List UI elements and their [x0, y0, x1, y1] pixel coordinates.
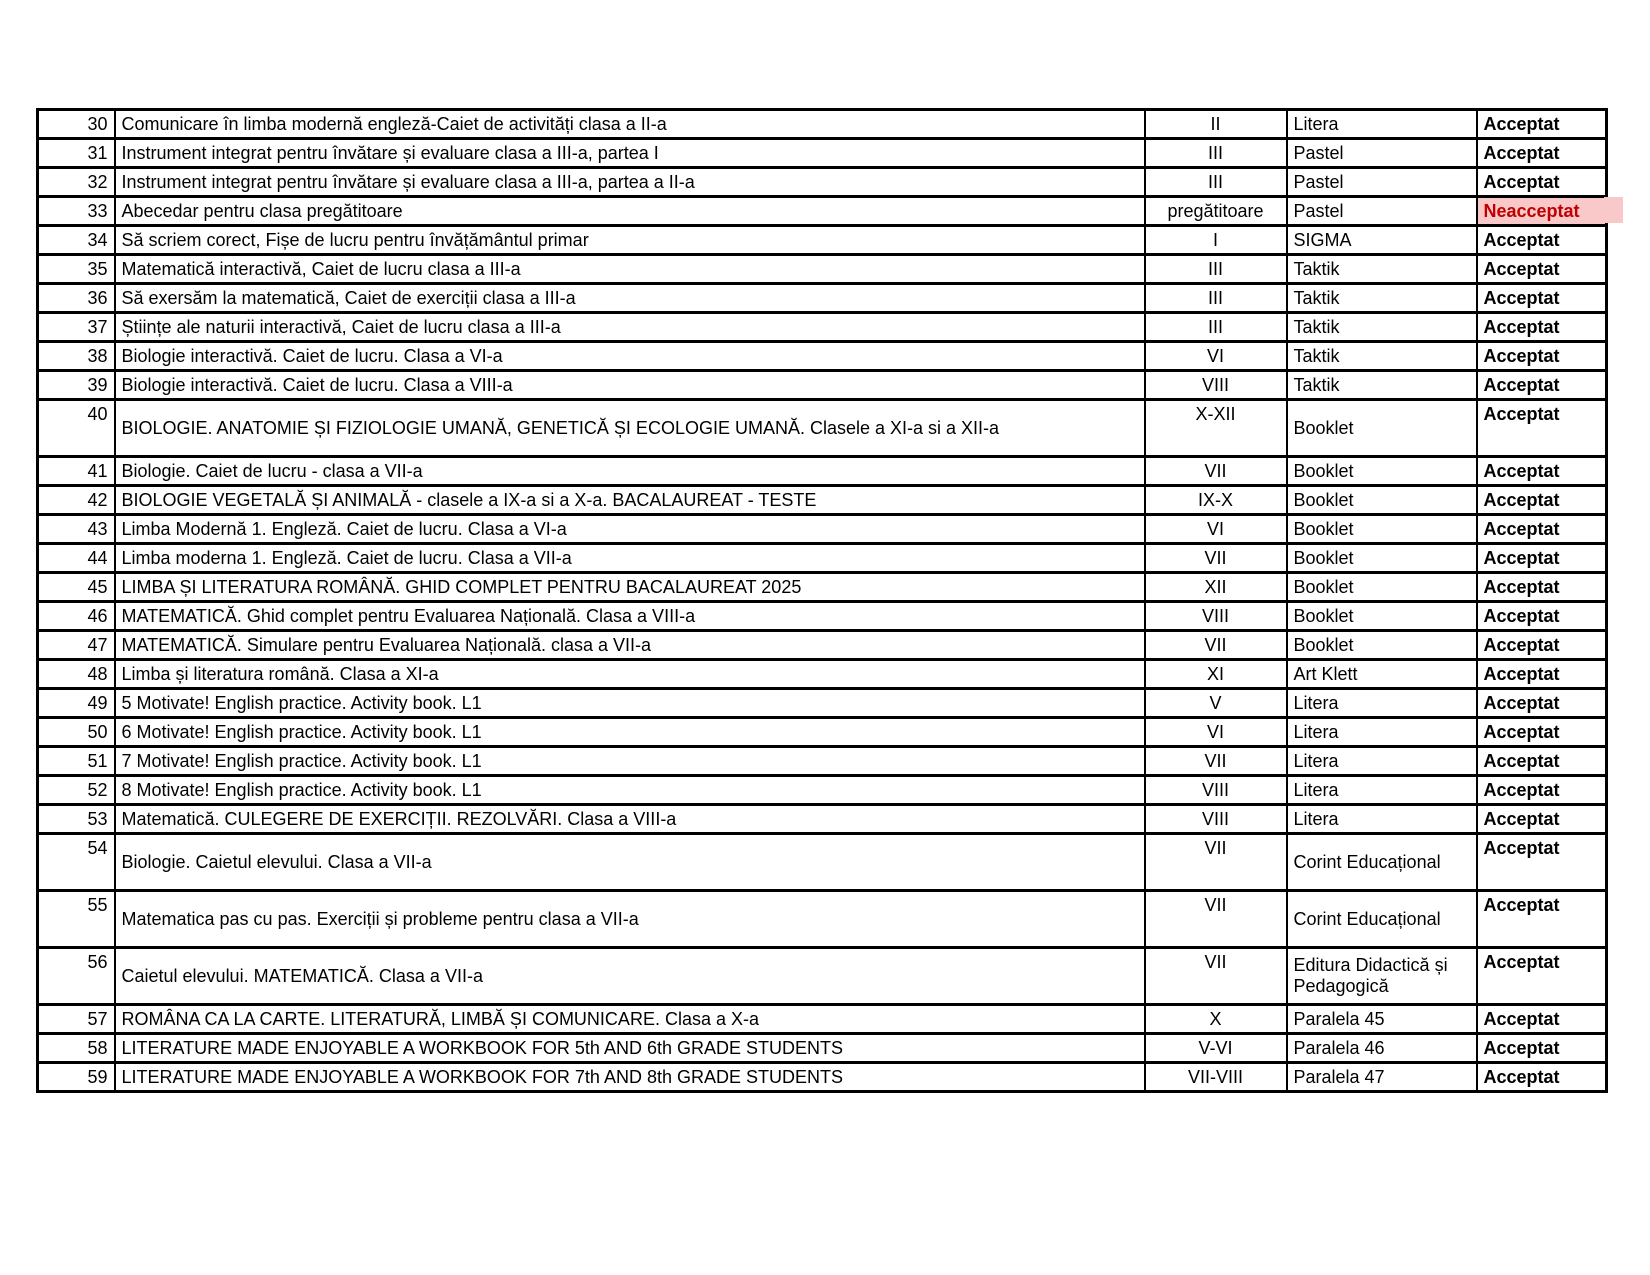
- status-cell: Acceptat: [1477, 400, 1607, 457]
- table-row: [38, 689, 1607, 718]
- row-number-cell: 49: [38, 689, 115, 718]
- status-cell: Acceptat: [1477, 948, 1607, 1005]
- class-level-cell: VII: [1145, 891, 1287, 948]
- class-level-cell: X: [1145, 1005, 1287, 1034]
- table-row: [38, 834, 1607, 891]
- publisher-cell: Litera: [1287, 747, 1477, 776]
- publisher-cell: Booklet: [1287, 486, 1477, 515]
- table-row: [38, 486, 1607, 515]
- status-cell: Acceptat: [1477, 313, 1607, 342]
- book-title-cell: Să exersăm la matematică, Caiet de exerciții clasa a III-a: [115, 284, 1145, 313]
- table-row: [38, 168, 1607, 197]
- class-level-cell: VII-VIII: [1145, 1063, 1287, 1092]
- status-cell: Acceptat: [1477, 342, 1607, 371]
- table-row: [38, 139, 1607, 168]
- table-row: [38, 371, 1607, 400]
- publisher-cell: Litera: [1287, 805, 1477, 834]
- publisher-cell: Booklet: [1287, 602, 1477, 631]
- row-number-cell: 38: [38, 342, 115, 371]
- book-title-cell: LIMBA ȘI LITERATURA ROMÂNĂ. GHID COMPLET PENTRU BACALAUREAT 2025: [115, 573, 1145, 602]
- status-cell: Acceptat: [1477, 1005, 1607, 1034]
- publisher-cell: Pastel: [1287, 197, 1477, 226]
- class-level-cell: XI: [1145, 660, 1287, 689]
- row-number-cell: 35: [38, 255, 115, 284]
- class-level-cell: VIII: [1145, 805, 1287, 834]
- publisher-cell: Editura Didactică și Pedagogică: [1287, 948, 1477, 1005]
- class-level-cell: VII: [1145, 631, 1287, 660]
- class-level-cell: XII: [1145, 573, 1287, 602]
- row-number-cell: 58: [38, 1034, 115, 1063]
- row-number-cell: 43: [38, 515, 115, 544]
- table-row: [38, 805, 1607, 834]
- status-cell: Acceptat: [1477, 457, 1607, 486]
- class-level-cell: pregătitoare: [1145, 197, 1287, 226]
- book-title-cell: Biologie interactivă. Caiet de lucru. Clasa a VI-a: [115, 342, 1145, 371]
- book-title-cell: Limba și literatura română. Clasa a XI-a: [115, 660, 1145, 689]
- class-level-cell: X-XII: [1145, 400, 1287, 457]
- class-level-cell: III: [1145, 139, 1287, 168]
- publisher-cell: Litera: [1287, 689, 1477, 718]
- books-table: [36, 108, 1608, 1093]
- table-row: [38, 660, 1607, 689]
- publisher-cell: Pastel: [1287, 139, 1477, 168]
- table-row: [38, 776, 1607, 805]
- book-title-cell: Abecedar pentru clasa pregătitoare: [115, 197, 1145, 226]
- book-title-cell: 8 Motivate! English practice. Activity book. L1: [115, 776, 1145, 805]
- status-cell: Acceptat: [1477, 660, 1607, 689]
- class-level-cell: III: [1145, 255, 1287, 284]
- row-number-cell: 31: [38, 139, 115, 168]
- row-number-cell: 50: [38, 718, 115, 747]
- book-title-cell: Instrument integrat pentru învătare și evaluare clasa a III-a, partea I: [115, 139, 1145, 168]
- book-title-cell: Biologie. Caietul elevului. Clasa a VII-a: [115, 834, 1145, 891]
- book-title-cell: Matematică interactivă, Caiet de lucru clasa a III-a: [115, 255, 1145, 284]
- row-number-cell: 44: [38, 544, 115, 573]
- publisher-cell: Booklet: [1287, 544, 1477, 573]
- book-title-cell: 7 Motivate! English practice. Activity book. L1: [115, 747, 1145, 776]
- status-cell: Acceptat: [1477, 168, 1607, 197]
- table-row: [38, 631, 1607, 660]
- book-title-cell: BIOLOGIE VEGETALĂ ȘI ANIMALĂ - clasele a IX-a si a X-a. BACALAUREAT - TESTE: [115, 486, 1145, 515]
- status-cell: Acceptat: [1477, 891, 1607, 948]
- book-title-cell: LITERATURE MADE ENJOYABLE A WORKBOOK FOR 7th AND 8th GRADE STUDENTS: [115, 1063, 1145, 1092]
- class-level-cell: V: [1145, 689, 1287, 718]
- row-number-cell: 39: [38, 371, 115, 400]
- table-row: [38, 544, 1607, 573]
- publisher-cell: Booklet: [1287, 631, 1477, 660]
- table-row: [38, 284, 1607, 313]
- row-number-cell: 32: [38, 168, 115, 197]
- status-cell: Acceptat: [1477, 602, 1607, 631]
- status-cell: Acceptat: [1477, 486, 1607, 515]
- class-level-cell: III: [1145, 168, 1287, 197]
- book-title-cell: Caietul elevului. MATEMATICĂ. Clasa a VII-a: [115, 948, 1145, 1005]
- publisher-cell: Taktik: [1287, 371, 1477, 400]
- publisher-cell: Pastel: [1287, 168, 1477, 197]
- publisher-cell: Paralela 46: [1287, 1034, 1477, 1063]
- status-cell: Acceptat: [1477, 718, 1607, 747]
- table-row: [38, 891, 1607, 948]
- publisher-cell: SIGMA: [1287, 226, 1477, 255]
- table-row: [38, 1005, 1607, 1034]
- status-cell: Acceptat: [1477, 747, 1607, 776]
- book-title-cell: Biologie. Caiet de lucru - clasa a VII-a: [115, 457, 1145, 486]
- class-level-cell: VII: [1145, 834, 1287, 891]
- book-title-cell: Să scriem corect, Fișe de lucru pentru învățământul primar: [115, 226, 1145, 255]
- status-cell: Acceptat: [1477, 1034, 1607, 1063]
- table-row: [38, 255, 1607, 284]
- row-number-cell: 36: [38, 284, 115, 313]
- publisher-cell: Litera: [1287, 776, 1477, 805]
- book-title-cell: Matematica pas cu pas. Exerciții și probleme pentru clasa a VII-a: [115, 891, 1145, 948]
- table-row: [38, 602, 1607, 631]
- publisher-cell: Taktik: [1287, 255, 1477, 284]
- row-number-cell: 37: [38, 313, 115, 342]
- row-number-cell: 40: [38, 400, 115, 457]
- publisher-cell: Art Klett: [1287, 660, 1477, 689]
- row-number-cell: 51: [38, 747, 115, 776]
- status-cell: Acceptat: [1477, 689, 1607, 718]
- class-level-cell: VI: [1145, 342, 1287, 371]
- table-row: [38, 573, 1607, 602]
- row-number-cell: 41: [38, 457, 115, 486]
- book-title-cell: 6 Motivate! English practice. Activity book. L1: [115, 718, 1145, 747]
- class-level-cell: II: [1145, 110, 1287, 139]
- row-number-cell: 54: [38, 834, 115, 891]
- class-level-cell: III: [1145, 284, 1287, 313]
- table-row: [38, 342, 1607, 371]
- publisher-cell: Taktik: [1287, 284, 1477, 313]
- book-title-cell: 5 Motivate! English practice. Activity book. L1: [115, 689, 1145, 718]
- class-level-cell: V-VI: [1145, 1034, 1287, 1063]
- book-title-cell: Matematică. CULEGERE DE EXERCIȚII. REZOLVĂRI. Clasa a VIII-a: [115, 805, 1145, 834]
- class-level-cell: VI: [1145, 515, 1287, 544]
- status-cell: Acceptat: [1477, 371, 1607, 400]
- class-level-cell: VII: [1145, 747, 1287, 776]
- status-cell: Acceptat: [1477, 515, 1607, 544]
- publisher-cell: Taktik: [1287, 342, 1477, 371]
- publisher-cell: Litera: [1287, 110, 1477, 139]
- book-title-cell: Limba moderna 1. Engleză. Caiet de lucru. Clasa a VII-a: [115, 544, 1145, 573]
- row-number-cell: 59: [38, 1063, 115, 1092]
- table-row: [38, 197, 1607, 226]
- status-cell: Acceptat: [1477, 255, 1607, 284]
- status-cell: Acceptat: [1477, 1063, 1607, 1092]
- book-title-cell: Științe ale naturii interactivă, Caiet de lucru clasa a III-a: [115, 313, 1145, 342]
- row-number-cell: 42: [38, 486, 115, 515]
- table-row: [38, 226, 1607, 255]
- status-cell: Acceptat: [1477, 834, 1607, 891]
- publisher-cell: Paralela 45: [1287, 1005, 1477, 1034]
- row-number-cell: 56: [38, 948, 115, 1005]
- publisher-cell: Taktik: [1287, 313, 1477, 342]
- publisher-cell: Booklet: [1287, 457, 1477, 486]
- book-title-cell: Limba Modernă 1. Engleză. Caiet de lucru. Clasa a VI-a: [115, 515, 1145, 544]
- row-number-cell: 45: [38, 573, 115, 602]
- book-title-cell: Comunicare în limba modernă engleză-Caiet de activități clasa a II-a: [115, 110, 1145, 139]
- publisher-cell: Booklet: [1287, 573, 1477, 602]
- table-row: [38, 457, 1607, 486]
- status-cell: Acceptat: [1477, 776, 1607, 805]
- class-level-cell: VII: [1145, 457, 1287, 486]
- table-row: [38, 400, 1607, 457]
- book-title-cell: Biologie interactivă. Caiet de lucru. Clasa a VIII-a: [115, 371, 1145, 400]
- table-row: [38, 718, 1607, 747]
- rejected-highlight-overflow: [1604, 197, 1623, 223]
- publisher-cell: Booklet: [1287, 400, 1477, 457]
- row-number-cell: 55: [38, 891, 115, 948]
- publisher-cell: Paralela 47: [1287, 1063, 1477, 1092]
- status-cell: Acceptat: [1477, 631, 1607, 660]
- book-title-cell: LITERATURE MADE ENJOYABLE A WORKBOOK FOR 5th AND 6th GRADE STUDENTS: [115, 1034, 1145, 1063]
- publisher-cell: Corint Educațional: [1287, 834, 1477, 891]
- table-row: [38, 1063, 1607, 1092]
- book-title-cell: Instrument integrat pentru învătare și evaluare clasa a III-a, partea a II-a: [115, 168, 1145, 197]
- class-level-cell: IX-X: [1145, 486, 1287, 515]
- class-level-cell: III: [1145, 313, 1287, 342]
- books-table-body: [38, 110, 1607, 1092]
- row-number-cell: 34: [38, 226, 115, 255]
- status-cell: Acceptat: [1477, 226, 1607, 255]
- row-number-cell: 30: [38, 110, 115, 139]
- book-title-cell: ROMÂNA CA LA CARTE. LITERATURĂ, LIMBĂ ȘI COMUNICARE. Clasa a X-a: [115, 1005, 1145, 1034]
- status-cell: Acceptat: [1477, 110, 1607, 139]
- row-number-cell: 52: [38, 776, 115, 805]
- table-row: [38, 110, 1607, 139]
- status-cell: Neacceptat: [1477, 197, 1607, 226]
- table-row: [38, 948, 1607, 1005]
- class-level-cell: VIII: [1145, 776, 1287, 805]
- book-title-cell: MATEMATICĂ. Ghid complet pentru Evaluarea Națională. Clasa a VIII-a: [115, 602, 1145, 631]
- class-level-cell: VIII: [1145, 371, 1287, 400]
- status-cell: Acceptat: [1477, 573, 1607, 602]
- status-cell: Acceptat: [1477, 805, 1607, 834]
- class-level-cell: VII: [1145, 544, 1287, 573]
- table-row: [38, 747, 1607, 776]
- class-level-cell: VIII: [1145, 602, 1287, 631]
- publisher-cell: Booklet: [1287, 515, 1477, 544]
- table-row: [38, 515, 1607, 544]
- book-title-cell: BIOLOGIE. ANATOMIE ȘI FIZIOLOGIE UMANĂ, GENETICĂ ȘI ECOLOGIE UMANĂ. Clasele a XI-a si a XII-a: [115, 400, 1145, 457]
- class-level-cell: VII: [1145, 948, 1287, 1005]
- class-level-cell: I: [1145, 226, 1287, 255]
- class-level-cell: VI: [1145, 718, 1287, 747]
- publisher-cell: Litera: [1287, 718, 1477, 747]
- table-row: [38, 313, 1607, 342]
- book-title-cell: MATEMATICĂ. Simulare pentru Evaluarea Națională. clasa a VII-a: [115, 631, 1145, 660]
- row-number-cell: 46: [38, 602, 115, 631]
- row-number-cell: 48: [38, 660, 115, 689]
- row-number-cell: 33: [38, 197, 115, 226]
- status-cell: Acceptat: [1477, 544, 1607, 573]
- table-row: [38, 1034, 1607, 1063]
- status-cell: Acceptat: [1477, 139, 1607, 168]
- status-cell: Acceptat: [1477, 284, 1607, 313]
- row-number-cell: 53: [38, 805, 115, 834]
- row-number-cell: 47: [38, 631, 115, 660]
- row-number-cell: 57: [38, 1005, 115, 1034]
- publisher-cell: Corint Educațional: [1287, 891, 1477, 948]
